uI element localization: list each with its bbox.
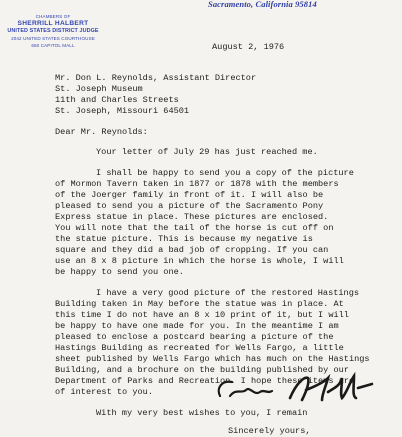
handwritten-signature [212, 374, 402, 404]
salutation: Dear Mr. Reynolds: [55, 127, 148, 137]
paragraph-1-line: Your letter of July 29 has just reached me. [96, 147, 318, 157]
paragraph-2-line: I shall be happy to send you a copy of the picture [96, 168, 354, 178]
paragraph-3-line: pleased to enclose a postcard bearing a picture of the [55, 332, 334, 342]
paragraph-4-line: With my very best wishes to you, I remain [96, 408, 308, 418]
letterhead-city: Sacramento, California 95814 [208, 0, 317, 9]
paragraph-3-line: Hastings Building as recreated for Wells Fargo, a little [55, 343, 344, 353]
paragraph-2-line: be happy to send you one. [55, 267, 184, 277]
letterhead-judge-title: UNITED STATES DISTRICT JUDGE [7, 28, 99, 34]
paragraph-2-line: the statue picture. This is because my negative is [55, 234, 313, 244]
paragraph-2-line: Express statue in place. These pictures are enclosed. [55, 212, 329, 222]
paragraph-3-line: Building, and a brochure on the building published by our [55, 365, 349, 375]
recipient-line: Mr. Don L. Reynolds, Assistant Director [55, 73, 257, 83]
paragraph-2-line: pleased to send you a picture of the Sacramento Pony [55, 201, 324, 211]
letterhead [6, 13, 100, 49]
closing: Sincerely yours, [228, 426, 311, 436]
recipient-line: 11th and Charles Streets [55, 95, 179, 105]
paragraph-3-line: this time I do not have an 8 x 10 print of it, but I will [55, 310, 349, 320]
paragraph-3-line: of interest to you. [55, 387, 153, 397]
paragraph-2-line: use an 8 x 8 picture in which the horse is whole, I will [55, 256, 344, 266]
paragraph-2-line: of the Joerger family in front of it. I will also be [55, 190, 324, 200]
letterhead-chambers-of: CHAMBERS OF [35, 14, 71, 19]
paragraph-3-line: I have a very good picture of the restored Hastings [96, 288, 360, 298]
paragraph-3-line: be happy to have one made for you. In the meantime I am [55, 321, 339, 331]
paragraph-3-line: Department of Parks and Recreation. I hope these items are [55, 376, 355, 386]
recipient-line: St. Joseph, Missouri 64501 [55, 106, 190, 116]
recipient-line: St. Joseph Museum [55, 84, 143, 94]
letterhead-judge-name: SHERRILL HALBERT [17, 20, 89, 27]
paragraph-3-line: sheet published by Wells Fargo which has much on the Hastings [55, 354, 370, 364]
paragraph-2-line: of Mormon Tavern taken in 1877 or 1878 with the members [55, 179, 339, 189]
paragraph-3-line: Building taken in May before the statue was in place. At [55, 299, 344, 309]
letterhead-address-line-2: 650 CAPITOL MALL [31, 43, 75, 48]
letterhead-address-line-1: 2042 UNITED STATES COURTHOUSE [11, 36, 95, 41]
paragraph-2-line: You will note that the tail of the horse is cut off on [55, 223, 334, 233]
letter-date: August 2, 1976 [212, 42, 285, 52]
paragraph-2-line: square and they did a bad job of cropping. If you can [55, 245, 329, 255]
